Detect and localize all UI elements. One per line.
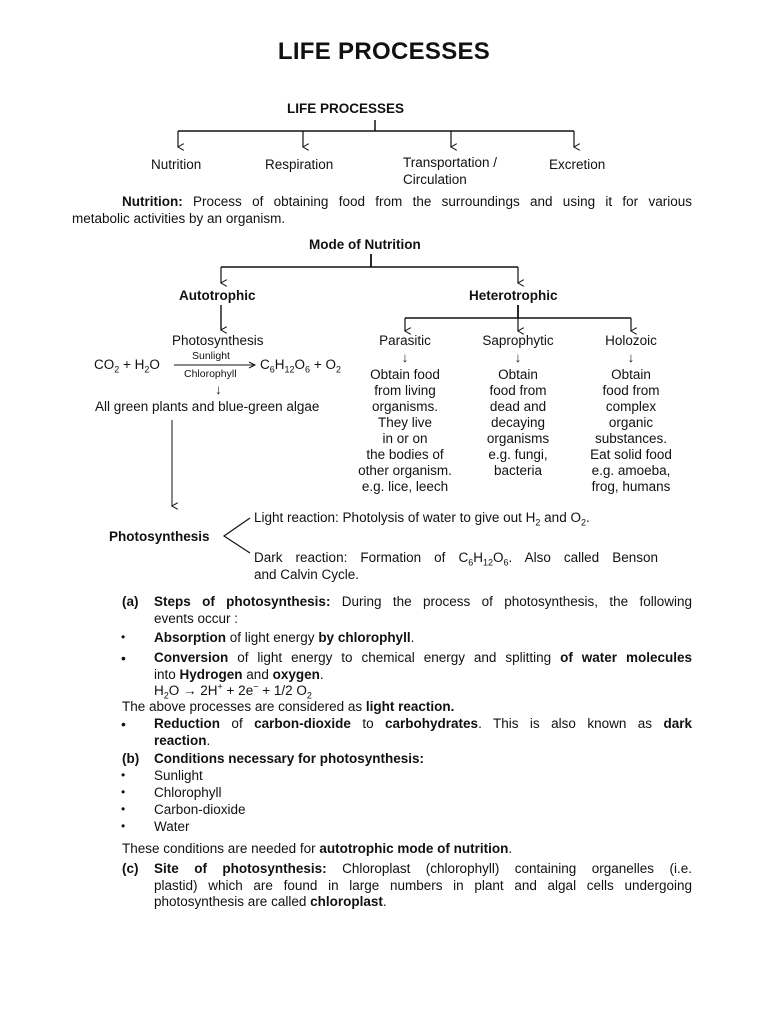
condition-chlorophyll: Chlorophyll xyxy=(154,785,222,800)
mode-of-nutrition: Mode of Nutrition xyxy=(309,237,421,252)
section-c-marker: (c) xyxy=(122,861,139,876)
nutrition-text-2: metabolic activities by an organism. xyxy=(72,210,286,226)
tree1-transportation: Transportation / xyxy=(403,155,498,170)
tree1-respiration: Respiration xyxy=(265,157,334,172)
arrow-label-sunlight: Sunlight xyxy=(192,350,230,362)
parasitic-label: Parasitic xyxy=(379,333,431,348)
arrow-label-chlorophyll: Chlorophyll xyxy=(184,368,237,380)
bullet-chlorophyll: • xyxy=(121,785,126,799)
bullet-3: • xyxy=(121,716,126,732)
tree1-nutrition: Nutrition xyxy=(151,157,202,172)
section-a-marker: (a) xyxy=(122,594,139,609)
equation-left: $CO_2 + H_2O$ xyxy=(94,357,160,375)
holozoic-description: Obtain food from complex organic substances. Eat solid food e.g. amoeba, frog, humans xyxy=(590,367,672,494)
step-reduction: Reduction of carbon-dioxide to carbohydrates. This is also known as dark reaction. xyxy=(154,716,692,748)
section-b-marker: (b) xyxy=(122,751,140,766)
saprophytic-label: Saprophytic xyxy=(482,333,554,348)
bullet-carbon-dioxide: • xyxy=(121,802,126,816)
autotrophic-label: Autotrophic xyxy=(179,288,256,303)
section-c-text: Site of photosynthesis: Chloroplast (chlorophyll) containing organelles (i.e. plastid) which are found in large numbers in plant and algal cells undergoing photosynthesis are called chloroplast. xyxy=(154,861,692,909)
step-absorption: Absorption of light energy by chlorophyll. xyxy=(154,630,415,645)
holozoic-arrow: ↓ xyxy=(627,350,635,365)
photosynthesis-split xyxy=(224,518,250,553)
light-reaction: Light reaction: Photolysis of water to give out $H_2$ and $O_2$. xyxy=(254,510,590,528)
bullet-2: • xyxy=(121,650,126,666)
equation-right: $C_6H_{12}O_6 + O_2$ xyxy=(260,357,341,375)
nutrition-text-1: Process of obtaining food from the surroundings and using it for various xyxy=(193,194,692,209)
bullet-sunlight: • xyxy=(121,768,126,782)
dark-reaction: Dark reaction: Formation of $C_6H_{12}O_6$. Also called Benson xyxy=(254,550,658,568)
page-title: LIFE PROCESSES xyxy=(277,38,491,65)
conditions-summary: These conditions are needed for autotrophic mode of nutrition. xyxy=(122,841,513,856)
dark-reaction-line2: and Calvin Cycle. xyxy=(254,567,360,582)
parasitic-arrow: ↓ xyxy=(401,350,409,365)
saprophytic-description: Obtain food from dead and decaying organisms e.g. fungi, bacteria xyxy=(486,367,550,478)
section-b-heading: Conditions necessary for photosynthesis: xyxy=(154,751,425,766)
bullet-1: • xyxy=(121,630,126,644)
tree1-root: LIFE PROCESSES xyxy=(287,101,405,116)
bullet-water: • xyxy=(121,819,126,833)
photosynthesis-heading: Photosynthesis xyxy=(172,333,264,348)
parasitic-description: Obtain food from living organisms. They live in or on the bodies of other organism. e.g. lice, leech xyxy=(358,367,452,494)
condition-water: Water xyxy=(154,819,190,834)
down-arrow-glyph: ↓ xyxy=(215,382,222,397)
nutrition-definition xyxy=(72,194,692,227)
section-a-intro: Steps of photosynthesis: During the process of photosynthesis, the following events occur : xyxy=(154,594,692,626)
heterotrophic-label: Heterotrophic xyxy=(469,288,558,303)
tree1-circulation: Circulation xyxy=(403,172,467,187)
condition-carbon-dioxide: Carbon-dioxide xyxy=(154,802,246,817)
condition-sunlight: Sunlight xyxy=(154,768,203,783)
saprophytic-arrow: ↓ xyxy=(514,350,522,365)
all-green-plants: All green plants and blue-green algae xyxy=(95,399,320,414)
step-conversion: Conversion of light energy to chemical energy and splitting of water molecules into Hydrogen and oxygen. $H_2O \to 2H^+ + 2e^- + 1/2$ $O_2$ xyxy=(154,650,692,701)
holozoic-label: Holozoic xyxy=(605,333,657,348)
photosynthesis-split-label: Photosynthesis xyxy=(109,529,210,544)
nutrition-term: Nutrition: xyxy=(122,194,183,209)
tree1-excretion: Excretion xyxy=(549,157,606,172)
light-reaction-note: The above processes are considered as light reaction. xyxy=(122,699,455,714)
